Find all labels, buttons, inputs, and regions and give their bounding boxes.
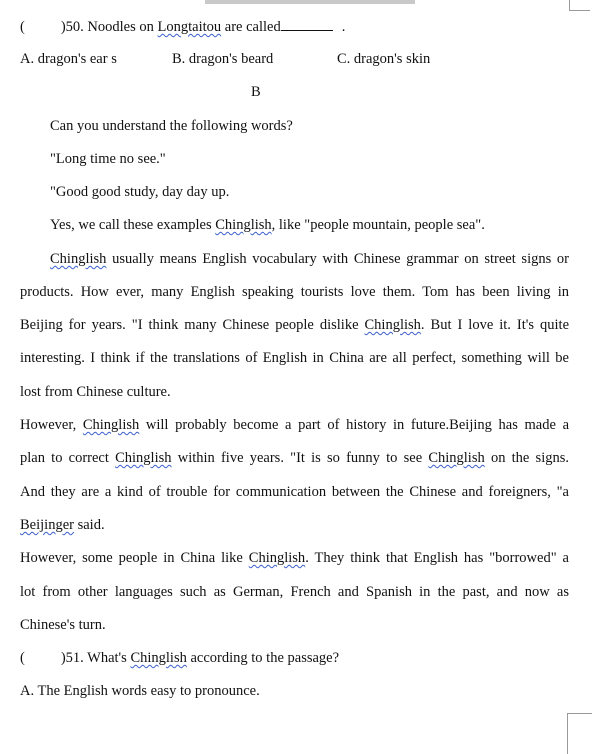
para2-line-4-end: said. bbox=[73, 517, 105, 533]
q51-chinglish: Chinglish bbox=[130, 650, 187, 666]
para2-line-1-end: will probably become a part of history in future.Beijing has made a bbox=[139, 417, 570, 433]
para1-line-3-start: Beijing for years. "I think many Chinese people dislike bbox=[20, 317, 365, 333]
question-50 bbox=[20, 17, 345, 36]
q51-text: )51. What's bbox=[60, 650, 131, 666]
para1-line-1-rest: usually means English vocabulary with Chinese grammar on street signs or bbox=[106, 251, 569, 267]
para2-chinglish-3: Chinglish bbox=[428, 450, 485, 466]
intro-chinglish: Chinglish bbox=[215, 217, 272, 233]
para3-line-1-end: . They think that English has "borrowed" a bbox=[305, 550, 569, 566]
q50-option-a: A. dragon's ear s bbox=[20, 51, 117, 67]
para1-chinglish-2: Chinglish bbox=[364, 317, 421, 333]
para1-line-3 bbox=[20, 316, 569, 334]
para1-chinglish-1: Chinglish bbox=[50, 251, 107, 267]
intro-line-4 bbox=[50, 216, 485, 234]
intro-line-4-start: Yes, we call these examples bbox=[50, 217, 216, 233]
q50-text: )50. Noodles on bbox=[60, 19, 158, 35]
para2-line-2-start: plan to correct bbox=[20, 450, 116, 466]
para2-line-1 bbox=[20, 416, 569, 434]
q51-tail: according to the passage? bbox=[186, 650, 340, 666]
section-heading: B bbox=[251, 84, 261, 100]
question-51 bbox=[20, 649, 339, 667]
intro-line-2: "Long time no see." bbox=[50, 151, 166, 167]
q50-end: . bbox=[341, 19, 346, 35]
q50-option-b: B. dragon's beard bbox=[172, 51, 274, 67]
para2-line-4 bbox=[20, 516, 105, 534]
para2-chinglish-2: Chinglish bbox=[115, 450, 172, 466]
para3-line-1-start: However, some people in China like bbox=[20, 550, 249, 566]
para2-chinglish-1: Chinglish bbox=[82, 417, 140, 433]
para1-line-2: products. How ever, many English speaking tourists love them. Tom has been living in bbox=[20, 284, 569, 300]
para1-line-1 bbox=[50, 250, 569, 268]
para1-line-3-end: . But I love it. It's quite bbox=[420, 317, 570, 333]
page-top-shadow bbox=[205, 0, 415, 4]
para3-line-1 bbox=[20, 549, 569, 567]
intro-line-3: "Good good study, day day up. bbox=[50, 184, 230, 200]
para1-line-5: lost from Chinese culture. bbox=[20, 384, 171, 400]
para3-line-2: lot from other languages such as German, French and Spanish in the past, and now as bbox=[20, 584, 569, 600]
para2-beijinger: Beijinger bbox=[20, 517, 74, 533]
para2-line-2-end: on the signs. bbox=[484, 450, 569, 466]
para3-chinglish: Chinglish bbox=[248, 550, 306, 566]
q50-option-c: C. dragon's skin bbox=[337, 51, 431, 67]
para2-line-2-mid: within five years. "It is so funny to see bbox=[171, 450, 429, 466]
para2-line-2 bbox=[20, 449, 569, 467]
q51-option-a: A. The English words easy to pronounce. bbox=[20, 683, 260, 699]
q50-paren-open: ( bbox=[20, 19, 25, 35]
para2-line-3: And they are a kind of trouble for communication between the Chinese and foreigners, "a bbox=[20, 484, 569, 500]
para3-line-3: Chinese's turn. bbox=[20, 617, 106, 633]
intro-line-4-end: , like "people mountain, people sea". bbox=[271, 217, 485, 233]
intro-line-1: Can you understand the following words? bbox=[50, 118, 293, 134]
page-corner-mark-top bbox=[569, 0, 590, 11]
q50-longtaitou: Longtaitou bbox=[157, 19, 222, 35]
para2-line-1-start: However, bbox=[20, 417, 83, 433]
q51-paren-open: ( bbox=[20, 650, 25, 666]
page-corner-mark-bottom bbox=[567, 713, 592, 754]
q50-tail: are called bbox=[221, 19, 281, 35]
q50-answer-blank bbox=[281, 17, 333, 31]
para1-line-4: interesting. I think if the translations of English in China are all perfect, something will be bbox=[20, 350, 569, 366]
